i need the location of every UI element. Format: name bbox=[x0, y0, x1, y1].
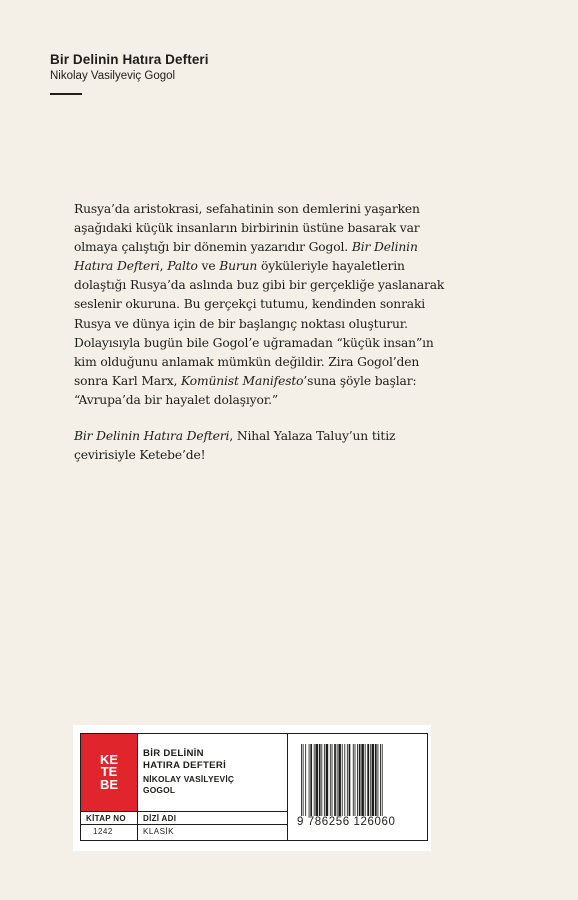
barcode-bar bbox=[361, 744, 364, 816]
logo-letters-row: KE bbox=[99, 751, 119, 767]
barcode-bar bbox=[367, 744, 369, 816]
barcode-bar bbox=[347, 744, 348, 816]
barcode-bar bbox=[321, 744, 322, 816]
barcode-bar bbox=[319, 744, 321, 816]
blurb-line bbox=[74, 200, 494, 219]
kitap-no-label: KİTAP NO bbox=[86, 814, 126, 823]
barcode-bar bbox=[326, 744, 329, 816]
label-divider bbox=[81, 811, 287, 812]
blurb-line bbox=[74, 295, 494, 314]
label-author-line: GOGOL bbox=[143, 785, 176, 795]
book-info-label bbox=[80, 733, 428, 841]
label-author bbox=[143, 774, 288, 796]
title-divider bbox=[50, 93, 82, 95]
barcode-bar bbox=[301, 744, 302, 816]
isbn-number: 9 786256 126060 bbox=[297, 816, 422, 828]
blurb-text: sonra Karl Marx, bbox=[74, 373, 181, 388]
blurb-text: çevirisiyle Ketebe’de! bbox=[74, 448, 206, 463]
blurb-text: ve bbox=[197, 259, 220, 274]
logo-letters-row: BE bbox=[99, 776, 119, 792]
blurb-paragraph-2 bbox=[74, 427, 494, 465]
blurb-text: öyküleriyle hayaletlerin bbox=[257, 259, 405, 274]
barcode-label-area bbox=[73, 725, 431, 851]
blurb-text: , Nihal Yalaza Taluy’un titiz bbox=[229, 429, 396, 444]
label-title-line: BİR DELİNİN bbox=[143, 748, 204, 759]
barcode-bar bbox=[372, 744, 375, 816]
blurb-line bbox=[74, 257, 494, 276]
blurb-italic-text: Hatıra Defteri bbox=[74, 259, 160, 274]
blurb-line bbox=[74, 446, 494, 465]
barcode-bar bbox=[355, 744, 356, 816]
barcode-bar bbox=[314, 744, 315, 816]
blurb-paragraph-1 bbox=[74, 200, 494, 410]
blurb-text: seslenir okuruna. Bu gerçekçi tutumu, kendinden sonraki bbox=[74, 297, 426, 312]
book-title: Bir Delinin Hatıra Defteri bbox=[50, 52, 209, 67]
kitap-no-value: 1242 bbox=[93, 827, 113, 836]
logo-letters-row: TE bbox=[100, 764, 118, 780]
barcode-bar bbox=[309, 744, 310, 816]
barcode-bar bbox=[324, 744, 325, 816]
blurb-line bbox=[74, 315, 494, 334]
blurb-text: Rusya’da aristokrasi, sefahatinin son demlerini yaşarken bbox=[74, 202, 420, 216]
header bbox=[50, 51, 209, 95]
blurb-line bbox=[74, 372, 494, 391]
barcode-bars bbox=[297, 744, 422, 816]
blurb-text: , bbox=[159, 259, 168, 274]
blurb-italic-text: Bir Delinin Hatıra Defteri bbox=[74, 429, 230, 444]
blurb-line bbox=[74, 391, 494, 410]
ketebe-logo bbox=[81, 734, 137, 811]
barcode-bar bbox=[305, 744, 306, 816]
barcode-bar bbox=[330, 744, 331, 816]
blurb-italic-text: Komünist Manifesto bbox=[181, 373, 304, 388]
barcode-bar bbox=[344, 744, 345, 816]
barcode-bar bbox=[365, 744, 366, 816]
blurb-line bbox=[74, 334, 494, 353]
barcode-bar bbox=[382, 744, 383, 816]
barcode-bar bbox=[359, 744, 361, 816]
barcode-bar bbox=[349, 744, 351, 816]
blurb-text: aşağıdaki küçük insanların birbirinin üstüne basarak var bbox=[74, 221, 420, 236]
blurb-line bbox=[74, 427, 494, 446]
label-author-line: NİKOLAY VASİLYEVİÇ bbox=[143, 774, 235, 784]
barcode-bar bbox=[338, 744, 341, 816]
dizi-adi-label: DİZİ ADI bbox=[143, 814, 177, 823]
label-title-line: HATIRA DEFTERİ bbox=[143, 760, 227, 771]
barcode-bar bbox=[375, 744, 377, 816]
label-book-info bbox=[143, 748, 288, 796]
barcode-bar bbox=[337, 744, 338, 816]
barcode-bar bbox=[332, 744, 333, 816]
barcode-bar bbox=[334, 744, 336, 816]
dizi-adi-value: KLASİK bbox=[143, 827, 175, 836]
blurb-italic-text: Bir Delinin bbox=[351, 240, 418, 255]
barcode-bar bbox=[342, 744, 343, 816]
barcode-bar bbox=[378, 744, 379, 816]
blurb-line bbox=[74, 219, 494, 238]
blurb-italic-text: Palto bbox=[167, 259, 198, 274]
barcode-bar bbox=[370, 744, 371, 816]
book-author: Nikolay Vasilyeviç Gogol bbox=[50, 70, 176, 82]
blurb-italic-text: Burun bbox=[219, 259, 258, 274]
back-cover-blurb bbox=[74, 200, 494, 465]
blurb-line bbox=[74, 353, 494, 372]
blurb-text: dolaştığı Rusya’da aslında buz gibi bir gerçekliğe yaslanarak bbox=[74, 278, 445, 293]
blurb-text: olmaya çalıştığı bir dönemin yazarıdır Gogol. bbox=[74, 240, 352, 255]
blurb-text: “Avrupa’da bir hayalet dolaşıyor.” bbox=[74, 392, 278, 407]
blurb-text: kim olduğunu anlamak mümkün değildir. Zira Gogol’den bbox=[74, 354, 420, 369]
blurb-line bbox=[74, 238, 494, 257]
barcode-bar bbox=[310, 744, 312, 816]
barcode-bar bbox=[315, 744, 318, 816]
blurb-line bbox=[74, 276, 494, 295]
blurb-text: ’suna şöyle başlar: bbox=[303, 373, 417, 388]
barcode-bar bbox=[380, 744, 381, 816]
label-divider bbox=[81, 824, 287, 825]
barcode-bar bbox=[303, 744, 304, 816]
ketebe-logo-letters bbox=[99, 751, 119, 792]
blurb-text: Dolayısıyla bugün bile Gogol’e uğramadan “küçük insan”ın bbox=[74, 335, 434, 350]
barcode-bar bbox=[353, 744, 354, 816]
blurb-text: Rusya ve dünya için de bir başlangıç noktası oluşturur. bbox=[74, 316, 408, 331]
barcode-bar bbox=[357, 744, 358, 816]
